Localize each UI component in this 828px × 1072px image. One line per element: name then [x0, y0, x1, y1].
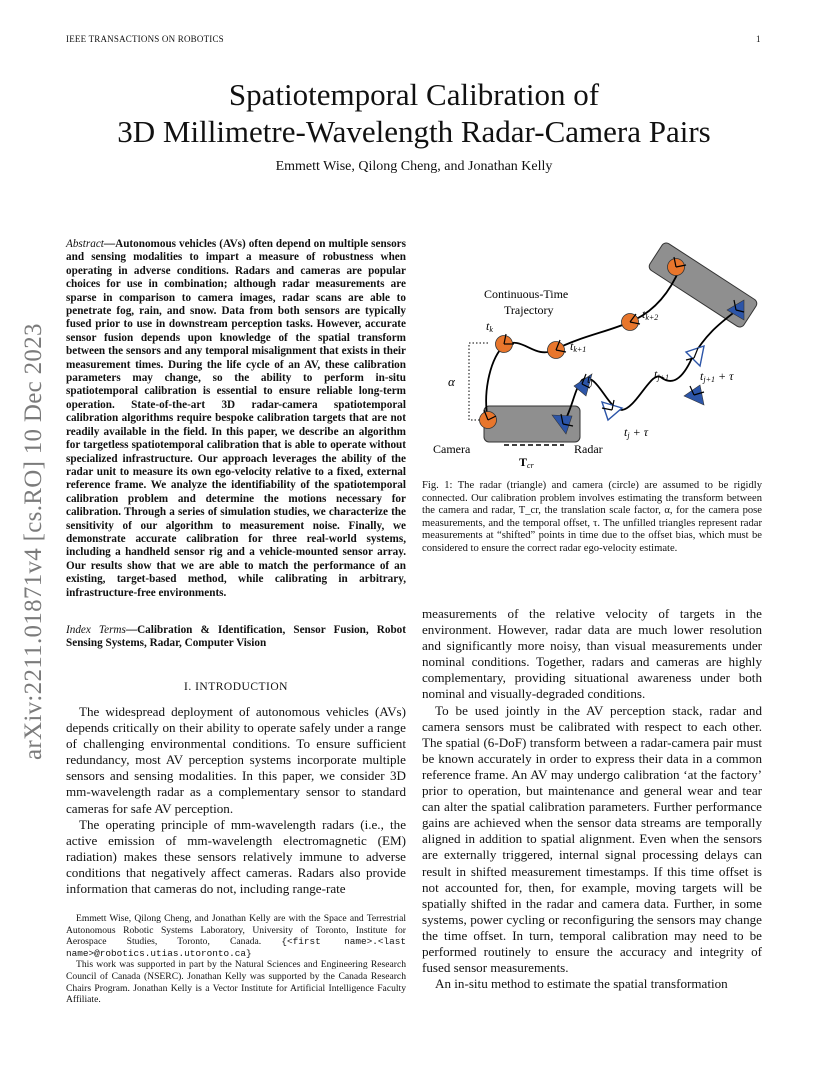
label-tj: tj [587, 372, 593, 387]
right-paragraph-1: To be used jointly in the AV perception stack, radar and camera sensors must be calibrated with respect to each other. The spatial (6-DoF) transform between a radar-camera pair must be known accurately in order to express their data in a common reference frame. An AV may undergo calibration ‘at the factory’ prior to operation, but maintenance and general wear and tear can alter the spatial calibration parameters. Further performance gains are achieved when the sensor data streams are temporally aligned in addition to spatial alignment. Even when the sensors are externally triggered, internal signal processing delays can result in shifted measurement timestamps. If this time offset is not accounted for, then, for example, moving targets will be spatially shifted in the radar and camera data. Further, in some systems, power cycling or reconfiguring the sensors may change the time offset. In turn, temporal calibration may need to be performed routinely to ensure the accuracy and integrity of fused sensor measurements. [422, 702, 762, 976]
index-terms [66, 624, 406, 651]
introduction-text [66, 704, 406, 897]
title-line-1: Spatiotemporal Calibration of [228, 77, 600, 112]
label-tj1-tau: tj+1 + τ [700, 369, 734, 384]
running-head: IEEE TRANSACTIONS ON ROBOTICS [66, 34, 224, 44]
figure-caption: Fig. 1: The radar (triangle) and camera (circle) are assumed to be rigidly connected. Our calibration problem involves estimating the transform between the camera and radar, T_cr, the translation scale factor, α, for the camera pose measurements, and the temporal offset, τ. The unfilled triangles represent radar measurements at “shifted” points in time due to the offset bias, which must be considered to ensure the correct radar ego-velocity estimate. [422, 480, 762, 554]
section-heading-introduction: I. INTRODUCTION [184, 681, 288, 693]
footnote-email: {<first name>.<last name>@robotics.utias.utoronto.ca} [66, 936, 406, 959]
radar-triangle-shifted-j [602, 402, 622, 420]
abstract-text: —Autonomous vehicles (AVs) often depend on multiple sensors and sensing modalities to impart a measure of robustness when operating in adverse conditions. Radars and cameras are popular choices for use in combination; although radar measurements are sparse in comparison to camera images, radar scans are able to penetrate fog, rain, and snow. Data from both sensors are typically fused prior to use in downstream perception tasks. However, accurate sensor fusion depends upon knowledge of the spatial transform between the sensors and any temporal misalignment that exists in their measurement times. During the life cycle of an AV, these calibration parameters may change, so the ability to perform in-situ spatiotemporal calibration is essential to ensure reliable long-term operation. State-of-the-art 3D radar-camera spatiotemporal calibration algorithms require bespoke calibration targets that are not readily available in the field. In this paper, we describe an algorithm for targetless spatiotemporal calibration that is able to operate without specialized infrastructure. Our approach leverages the ability of the radar unit to measure its own ego-velocity relative to a fixed, external reference frame. We analyze the identifiability of the spatiotemporal calibration problem and determine the motions necessary for calibration. Through a series of simulation studies, we characterize the sensitivity of our algorithm to measurement noise. Finally, we demonstrate accurate calibration for three real-world systems, including a handheld sensor rig and a vehicle-mounted sensor array. Our results show that we are able to match the performance of an existing, target-based method, while calibrating in arbitrary, infrastructure-free environments. [66, 238, 406, 599]
label-tk1: tk+1 [570, 339, 587, 354]
trajectory-label-line-1: Continuous-Time [484, 287, 569, 301]
camera-label: Camera [433, 442, 471, 456]
author-list: Emmett Wise, Qilong Cheng, and Jonathan Kelly [275, 159, 553, 174]
arxiv-stamp: arXiv:2211.01871v4 [cs.RO] 10 Dec 2023 [20, 323, 47, 760]
right-column-text [422, 606, 762, 992]
label-tj1: tj+1 [654, 367, 669, 382]
footnote-affiliation [66, 913, 406, 959]
right-paragraph-0: measurements of the relative velocity of targets in the environment. However, radar data are much lower resolution and significantly more noisy, than visual measurements under nominal conditions. Together, radars and cameras are highly complementary, providing situational awareness under both nominal and visually-degraded conditions. [422, 606, 762, 702]
trajectory-label-line-2: Trajectory [504, 303, 554, 317]
figure-1 [422, 240, 762, 470]
index-terms-label: Index Terms [66, 624, 126, 636]
paper-title [0, 76, 828, 150]
label-tk: tk [486, 319, 493, 334]
abstract-label: Abstract [66, 238, 104, 250]
alpha-label: α [448, 374, 455, 389]
abstract [66, 238, 406, 600]
title-line-2: 3D Millimetre-Wavelength Radar-Camera Pairs [117, 114, 711, 149]
footnotes [66, 913, 406, 1006]
radar-label: Radar [574, 442, 603, 456]
label-tj-tau: tj + τ [624, 425, 648, 440]
intro-paragraph-1: The widespread deployment of autonomous vehicles (AVs) depends critically on their ability to operate safely under a range of challenging environmental conditions. To ensure sufficient redundancy, most AV perception systems incorporate multiple sensors and sensing modalities. In this paper, we consider 3D mm-wavelength radar as a complementary sensor to standard cameras for safe AV perception. [66, 704, 406, 816]
intro-paragraph-2: The operating principle of mm-wavelength radars (i.e., the active emission of mm-wavelength electromagnetic (EM) radiation) makes these sensors relatively immune to adverse conditions that negatively affect cameras. Radars also provide information that cameras do not, including range-rate [66, 816, 406, 897]
index-terms-text: —Calibration & Identification, Sensor Fusion, Robot Sensing Systems, Radar, Computer Vision [66, 624, 406, 650]
right-paragraph-2: An in-situ method to estimate the spatial transformation [435, 976, 728, 992]
calibration-diagram [422, 240, 762, 470]
page-number: 1 [756, 34, 761, 44]
tcr-label: Tcr [519, 455, 534, 470]
label-tk2: tk+2 [642, 307, 659, 322]
footnote-affiliation-text: Emmett Wise, Qilong Cheng, and Jonathan Kelly are with the Space and Terrestrial Autonomous Robotic Systems Laboratory, University of Toronto, Institute for Aerospace Studies, Toronto, Canada. [66, 913, 406, 948]
footnote-funding: This work was supported in part by the Natural Sciences and Engineering Research Council of Canada (NSERC). Jonathan Kelly was supported by the Canada Research Chairs Program. Jonathan Kelly is a Vector Institute for Artificial Intelligence Faculty Affiliate. [66, 959, 406, 1006]
radar-trajectory [563, 310, 737, 424]
